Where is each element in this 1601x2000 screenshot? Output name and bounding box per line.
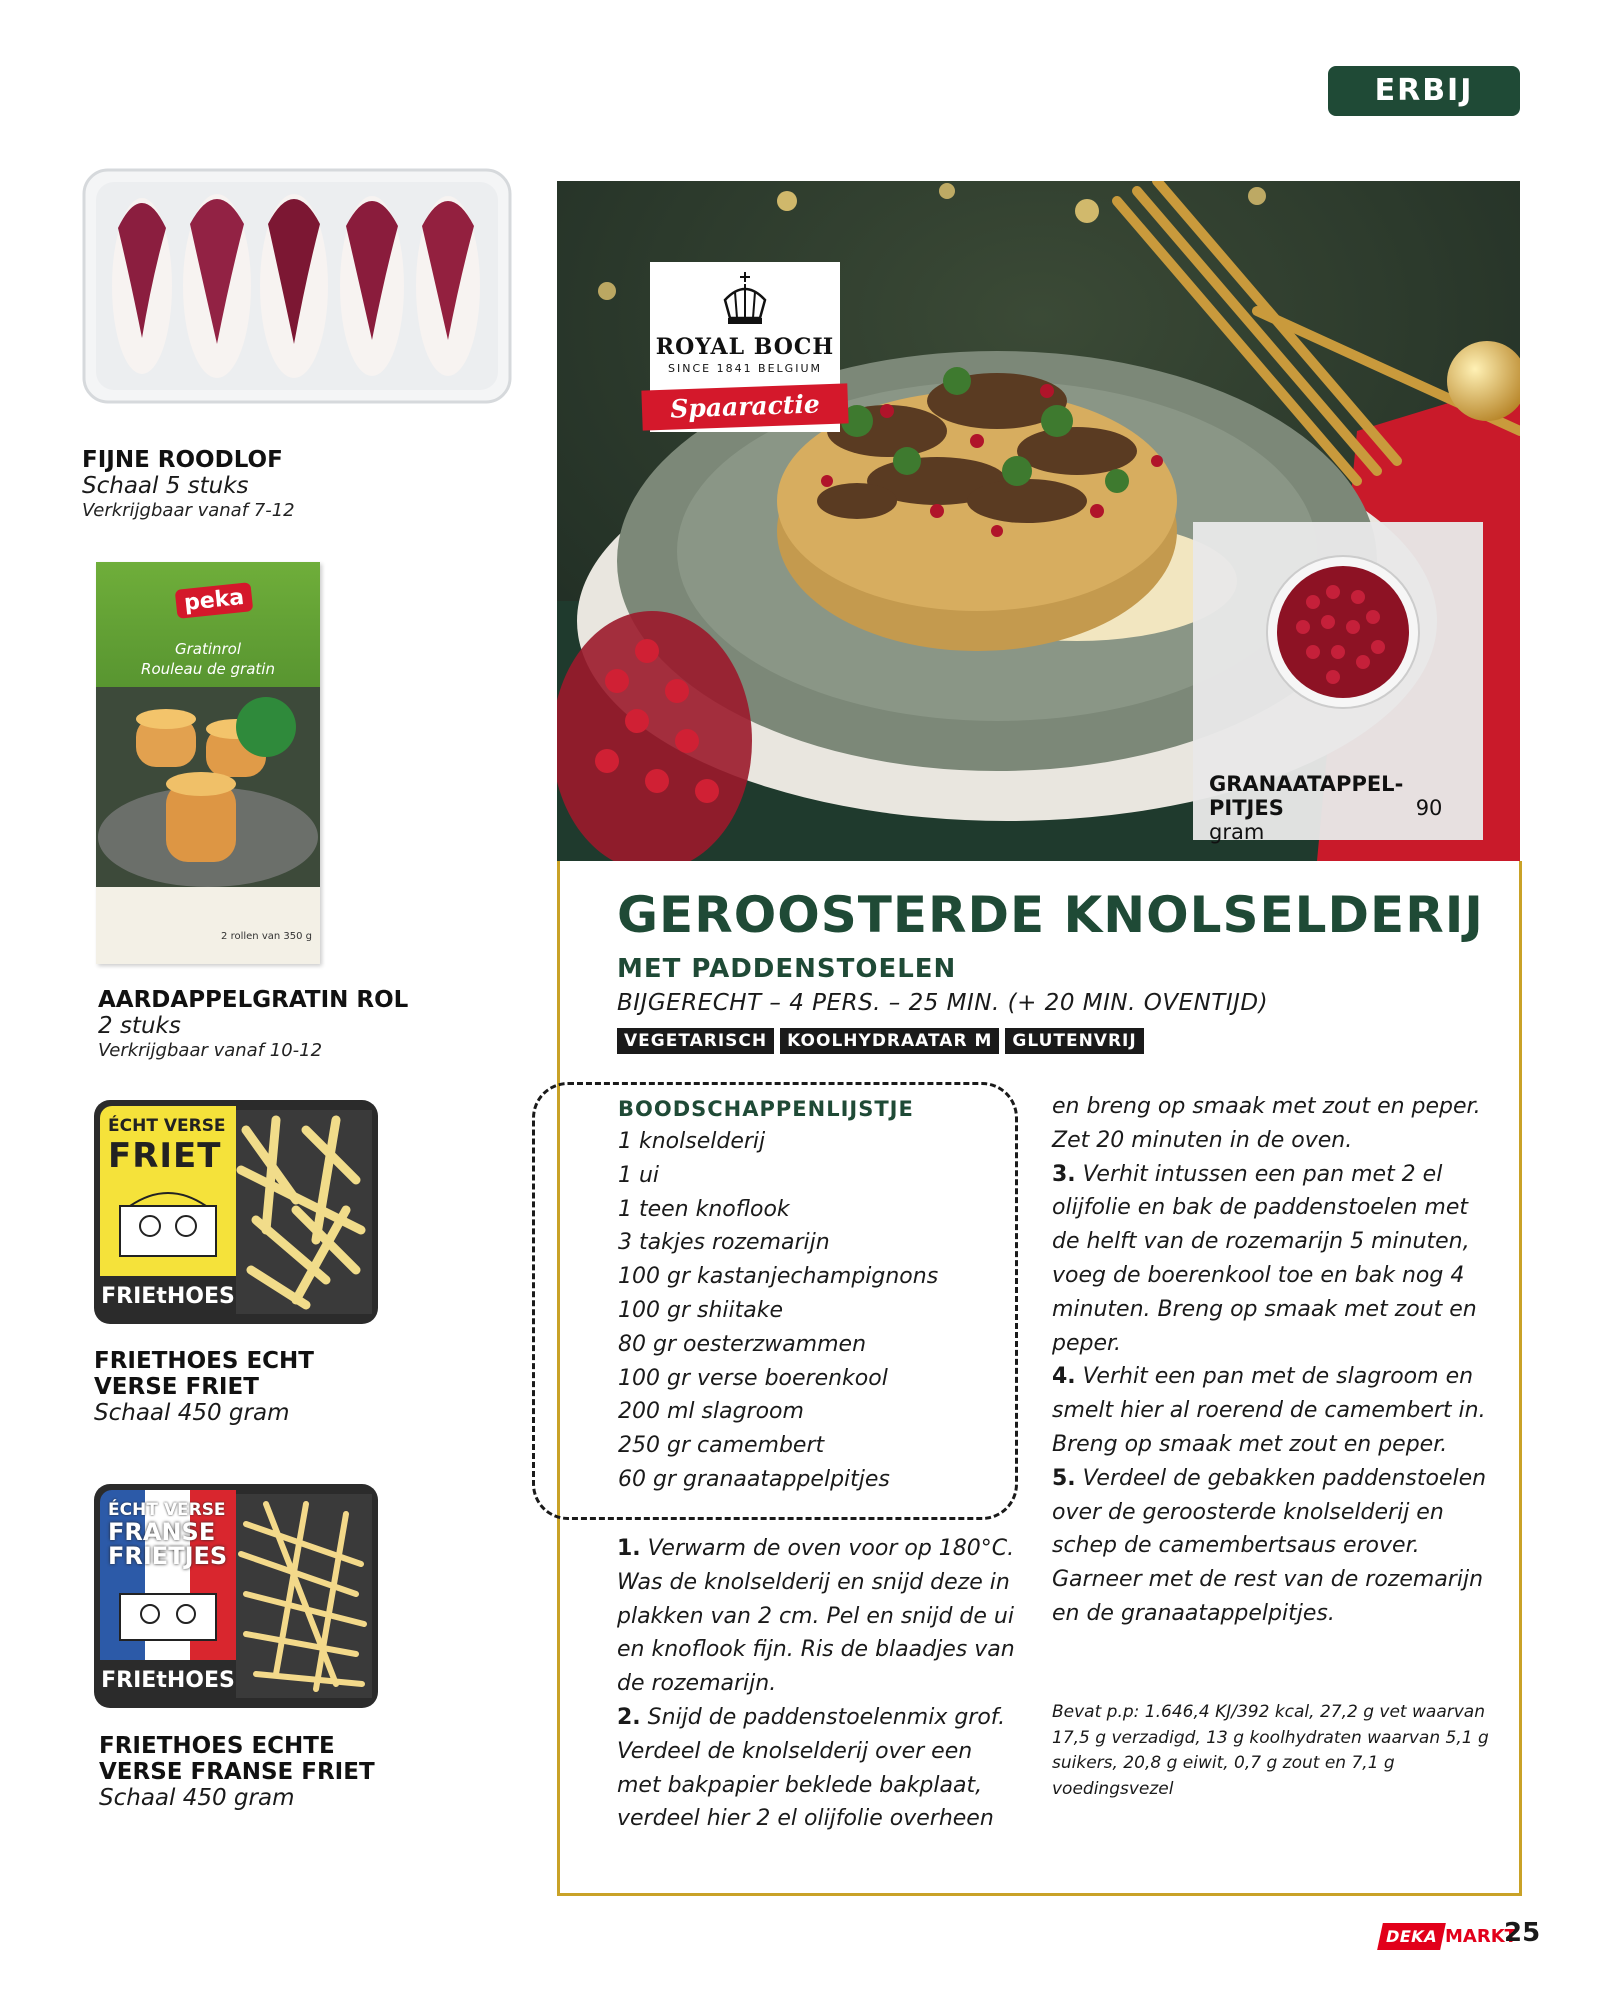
product-availability: Verkrijgbaar vanaf 7-12 — [82, 500, 295, 521]
promo-label: Spaaractie — [641, 383, 848, 430]
product-roodlof — [82, 447, 502, 523]
pack-subtitle: Rouleau de gratin — [141, 660, 275, 678]
recipe-tags — [617, 1028, 1144, 1054]
product-size: 2 stuks — [98, 1013, 181, 1039]
product-name: FIJNE ROODLOF — [82, 447, 283, 473]
pack-title: Gratinrol — [174, 640, 242, 658]
granaatappel-label — [1209, 772, 1483, 844]
brand-since: SINCE 1841 BELGIUM — [667, 362, 822, 375]
nutrition-info: Bevat p.p: 1.646,4 KJ/392 kcal, 27,2 g vet waarvan 17,5 g verzadigd, 13 g koolhydraten waarvan 5,1 g suikers, 20,8 g eiwit, 0,7 g zout en 7,1 g voedingsvezel — [1052, 1702, 1489, 1799]
brand-name: ROYAL BOCH — [655, 334, 835, 360]
recipe-title: GEROOSTERDE KNOLSELDERIJ — [617, 886, 1484, 944]
friethoes-friet-image — [94, 1100, 378, 1324]
step-4 — [1052, 1360, 1492, 1461]
product-franse-friet — [99, 1733, 519, 1811]
list-item: 1 knolselderij — [618, 1129, 766, 1154]
pack-top-text: ÉCHT VERSE — [108, 1500, 226, 1520]
tag-glutenvrij: GLUTENVRIJ — [1005, 1028, 1143, 1054]
section-tab-erbij: ERBIJ — [1328, 66, 1520, 116]
product-size: Schaal 450 gram — [94, 1400, 290, 1426]
step-text: Verhit intussen een pan met 2 el olijfolie en bak de paddenstoelen met de helft van de rozemarijn 5 minuten, voeg de boerenkool toe en bak nog 4 minuten. Breng op smaak met zout en peper. — [1052, 1161, 1477, 1356]
royal-boch-badge — [650, 262, 840, 432]
product-size: Schaal 5 stuks — [82, 473, 249, 499]
shopping-list — [618, 1125, 938, 1497]
recipe-steps-right — [1052, 1090, 1492, 1631]
tag-koolhydraat: KOOLHYDRAATAR M — [780, 1028, 999, 1054]
product-name: FRIETHOES ECHT VERSE FRIET — [94, 1348, 314, 1400]
product-availability: Verkrijgbaar vanaf 10-12 — [98, 1040, 323, 1061]
list-item: 100 gr kastanjechampignons — [618, 1264, 939, 1290]
pack-quantity: 2 rollen van 350 g — [221, 931, 312, 942]
list-item: 1 ui — [618, 1162, 660, 1188]
step-number: 5. — [1052, 1465, 1076, 1491]
page-number: 25 — [1504, 1918, 1541, 1948]
list-item: 100 gr shiitake — [618, 1297, 783, 1323]
pack-top-text: ÉCHT VERSE — [108, 1116, 226, 1136]
product-friet — [94, 1348, 514, 1426]
step-number: 2. — [617, 1704, 641, 1730]
step-text: Verwarm de oven voor op 180°C. Was de knolselderij en snijd deze in plakken van 2 cm. Pel en snijd de ui en knoflook fijn. Ris de blaadjes van de rozemarijn. — [617, 1536, 1015, 1697]
pack-brand: FRIEtHOES — [100, 1660, 236, 1702]
gratin-package-image — [96, 562, 320, 964]
crown-icon — [720, 270, 770, 326]
granaatappel-image — [1263, 552, 1423, 712]
granaatappel-qty: 90 gram — [1209, 796, 1443, 844]
product-name: FRIETHOES ECHTE VERSE FRANSE FRIET — [99, 1733, 375, 1785]
peka-logo: peka — [175, 582, 254, 619]
step-number: 1. — [617, 1536, 641, 1561]
pack-big-text: FRANSE FRIETJES — [108, 1518, 228, 1570]
tag-vegetarisch: VEGETARISCH — [617, 1028, 774, 1054]
logo-markt: MARKT — [1445, 1925, 1517, 1947]
granaatappel-name: GRANAATAPPEL-PITJES — [1209, 772, 1404, 820]
step-number: 4. — [1052, 1364, 1076, 1390]
product-name: AARDAPPELGRATIN ROL — [98, 987, 409, 1013]
product-size: Schaal 450 gram — [99, 1785, 295, 1811]
list-item: 200 ml slagroom — [618, 1399, 804, 1425]
step-text: en breng op smaak met zout en peper. Zet 20 minuten in de oven. — [1052, 1094, 1481, 1153]
list-item: 1 teen knoflook — [618, 1196, 790, 1222]
recipe-meta: BIJGERECHT – 4 PERS. – 25 MIN. (+ 20 MIN. OVENTIJD) — [617, 990, 1269, 1016]
list-item: 60 gr granaatappelpitjes — [618, 1466, 890, 1492]
list-item: 3 takjes rozemarijn — [618, 1230, 830, 1256]
recipe-subtitle: MET PADDENSTOELEN — [617, 954, 957, 984]
step-2 — [617, 1701, 1022, 1836]
friethoes-franse-friet-image — [94, 1484, 378, 1708]
list-item: 250 gr camembert — [618, 1433, 825, 1459]
pack-big-text: FRIET — [108, 1136, 222, 1176]
pack-brand: FRIEtHOES — [100, 1276, 236, 1318]
dekamarkt-logo — [1380, 1918, 1517, 1954]
product-gratin — [98, 987, 518, 1063]
logo-deka: DEKA — [1377, 1923, 1446, 1950]
shopping-list-box — [532, 1082, 1018, 1520]
roodlof-image — [82, 168, 512, 404]
step-text: Verdeel de gebakken paddenstoelen over de geroosterde knolselderij en schep de camembertsaus erover. Garneer met de rest van de rozemarijn en de granaatappelpitjes. — [1052, 1465, 1487, 1626]
step-text: Snijd de paddenstoelenmix grof. Verdeel de knolselderij over een met bakpapier beklede bakplaat, verdeel hier 2 el olijfolie overheen — [617, 1704, 1006, 1832]
step-number: 3. — [1052, 1161, 1076, 1187]
list-item: 100 gr verse boerenkool — [618, 1365, 888, 1391]
step-2-continued — [1052, 1090, 1492, 1158]
granaatappel-product-box — [1193, 522, 1483, 844]
step-text: Verhit een pan met de slagroom en smelt hier al roerend de camembert in. Breng op smaak met zout en peper. — [1052, 1364, 1486, 1457]
recipe-steps-left — [617, 1532, 1022, 1836]
step-1 — [617, 1532, 1022, 1701]
shopping-list-title: BOODSCHAPPENLIJSTJE — [618, 1097, 914, 1121]
list-item: 80 gr oesterzwammen — [618, 1331, 867, 1357]
step-3 — [1052, 1158, 1492, 1361]
step-5 — [1052, 1462, 1492, 1631]
